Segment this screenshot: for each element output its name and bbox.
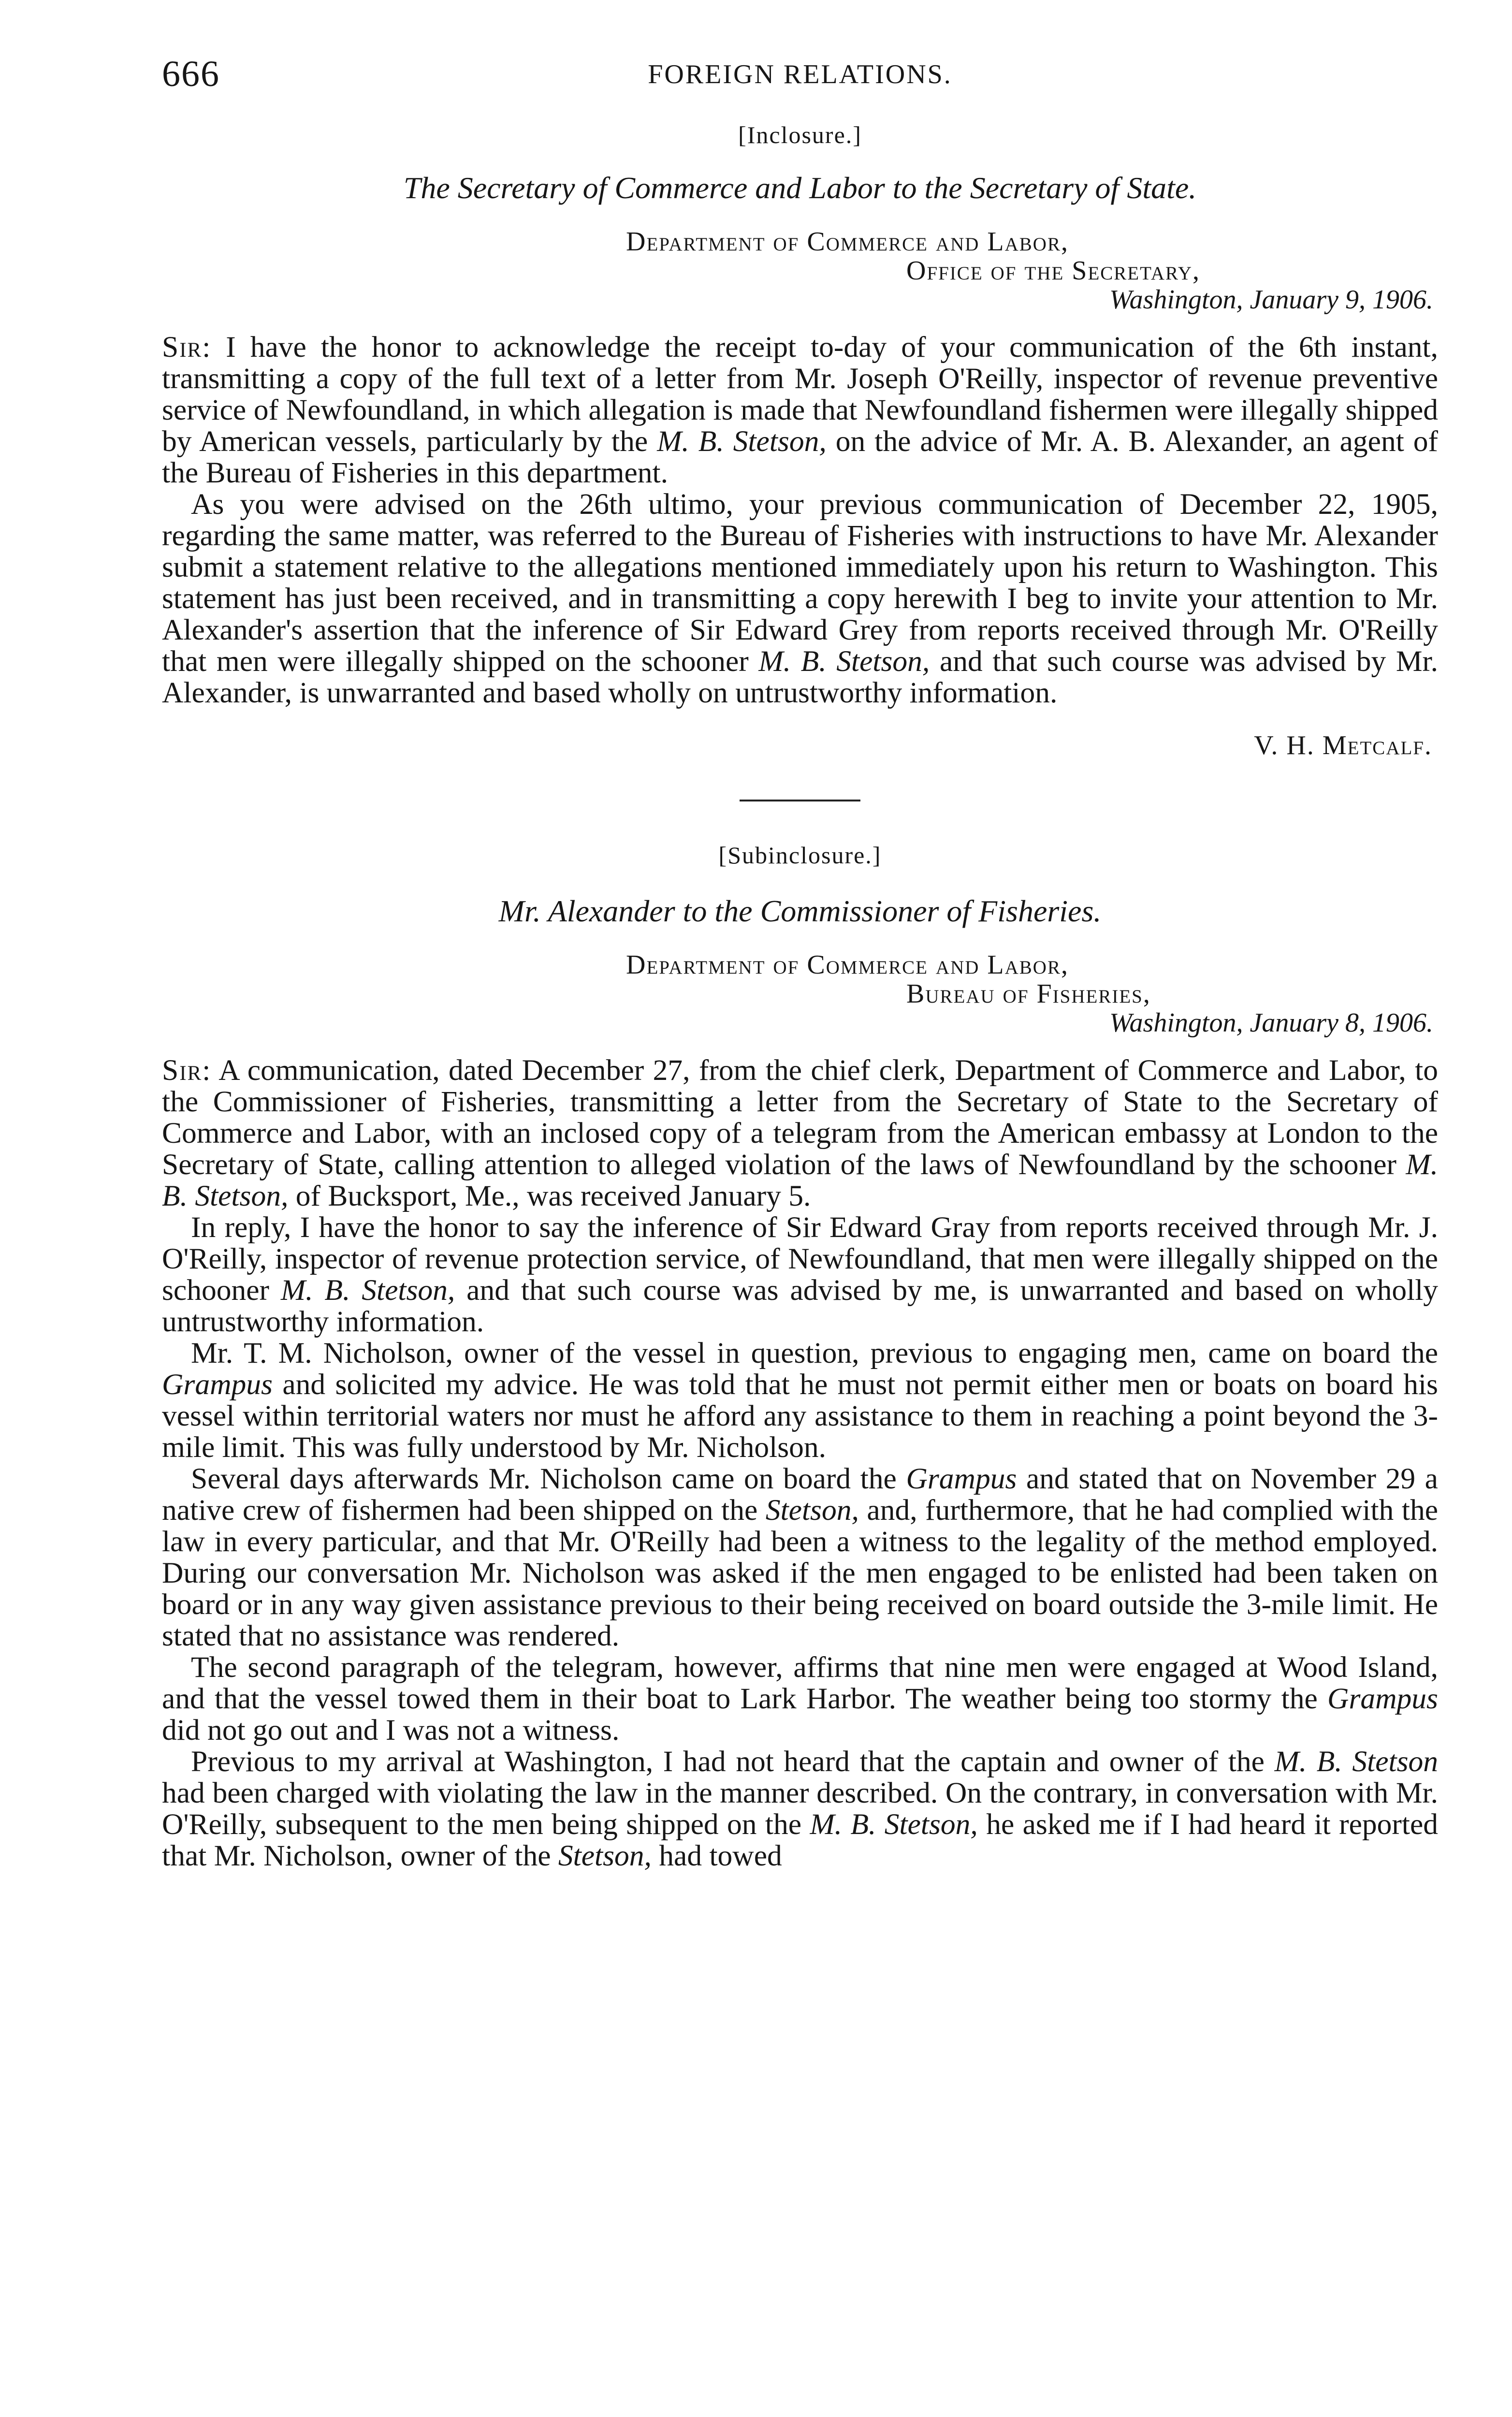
vessel-name: M. B. Stetson, [162, 1148, 1438, 1212]
letter-title: Mr. Alexander to the Commissioner of Fisheries. [498, 894, 1102, 928]
sender-office: Office of the Secretary, [906, 256, 1201, 286]
section-divider [740, 800, 860, 801]
vessel-name: Grampus [162, 1368, 273, 1401]
paragraph: Several days afterwards Mr. Nicholson came on board the Grampus and stated that on November 29 a native crew of fishermen had been shipped on the Stetson, and, furthermore, that he had complied with the law in every particular, and that Mr. O'Reilly had been a witness to the legality of the method employed. During our conversation Mr. Nicholson was asked if the men engaged to be enlisted had been taken on board or in any way given assistance previous to their being received on board outside the 3-mile limit. He stated that no assistance was rendered. [162, 1462, 1439, 1652]
letter-title: The Secretary of Commerce and Labor to the Secretary of State. [403, 171, 1197, 205]
signature: V. H. Metcalf. [1254, 730, 1432, 760]
vessel-name: M. B. Stetson [1274, 1745, 1439, 1778]
paragraph: Mr. T. M. Nicholson, owner of the vessel in question, previous to engaging men, came on board the Grampus and solicited my advice. He was told that he must not permit either men or boats on board his vessel within territorial waters nor must he afford any assistance to them in reaching a point beyond the 3-mile limit. This was fully understood by Mr. Nicholson. [162, 1337, 1438, 1464]
page-number: 666 [162, 54, 220, 94]
vessel-name: M. B. Stetson, [657, 425, 827, 458]
paragraph: In reply, I have the honor to say the inference of Sir Edward Gray from reports received through Mr. J. O'Reilly, inspector of revenue protection service, of Newfoundland, that men were illegally shipped on the schooner M. B. Stetson, and that such course was advised by me, is unwarranted and based on wholly untrustworthy information. [162, 1211, 1438, 1338]
paragraph: Sir: A communication, dated December 27, from the chief clerk, Department of Commerce and Labor, to the Commissioner of Fisheries, transmitting a letter from the Secretary of State to the Secretary of Commerce and Labor, with an inclosed copy of a telegram from the American embassy at London to the Secretary of State, calling attention to alleged violation of the laws of Newfoundland by the schooner M. B. Stetson, of Bucksport, Me., was received January 5. [162, 1054, 1438, 1212]
document-page [162, 53, 1438, 1872]
paragraph: The second paragraph of the telegram, however, affirms that nine men were engaged at Wood Island, and that the vessel towed them in their boat to Lark Harbor. The weather being too stormy the Grampus did not go out and I was not a witness. [162, 1651, 1438, 1747]
vessel-name: Stetson, [765, 1494, 859, 1527]
letter-body [162, 1055, 1438, 1872]
subinclosure-label: [Subinclosure.] [718, 842, 882, 869]
vessel-name: M. B. Stetson, [758, 645, 930, 678]
vessel-name: M. B. Stetson, [280, 1274, 455, 1307]
sender-department: Department of Commerce and Labor, [626, 950, 1069, 980]
vessel-name: Grampus [1327, 1682, 1438, 1715]
salutation: Sir: [162, 1054, 212, 1087]
vessel-name: Grampus [906, 1462, 1017, 1495]
sender-address [626, 950, 1438, 1037]
sender-address [626, 227, 1438, 314]
sender-department: Department of Commerce and Labor, [626, 227, 1069, 257]
vessel-name: Stetson, [558, 1839, 652, 1872]
vessel-name: M. B. Stetson, [810, 1808, 978, 1841]
letter-date: Washington, January 8, 1906. [1109, 1008, 1433, 1038]
paragraph: Previous to my arrival at Washington, I had not heard that the captain and owner of the M. B. Stetson had been charged with violating the law in the manner described. On the contrary, in conversation with Mr. O'Reilly, subsequent to the men being shipped on the M. B. Stetson, he asked me if I had heard it reported that Mr. Nicholson, owner of the Stetson, had towed [162, 1745, 1439, 1872]
paragraph: Sir: I have the honor to acknowledge the receipt to-day of your communication of the 6th instant, transmitting a copy of the full text of a letter from Mr. Joseph O'Reilly, inspector of revenue preventive service of Newfoundland, in which allegation is made that Newfoundland fishermen were illegally shipped by American vessels, particularly by the M. B. Stetson, on the advice of Mr. A. B. Alexander, an agent of the Bureau of Fisheries in this department. [162, 331, 1439, 489]
inclosure-label: [Inclosure.] [738, 121, 862, 148]
letter-date: Washington, January 9, 1906. [1109, 285, 1433, 315]
running-title: FOREIGN RELATIONS. [648, 59, 952, 89]
letter-body [162, 332, 1438, 709]
running-head [162, 53, 1438, 102]
paragraph: As you were advised on the 26th ultimo, your previous communication of December 22, 1905, regarding the same matter, was referred to the Bureau of Fisheries with instructions to have Mr. Alexander submit a statement relative to the allegations mentioned immediately upon his return to Washington. This statement has just been received, and in transmitting a copy herewith I beg to invite your attention to Mr. Alexander's assertion that the inference of Sir Edward Grey from reports received through Mr. O'Reilly that men were illegally shipped on the schooner M. B. Stetson, and that such course was advised by Mr. Alexander, is unwarranted and based wholly on untrustworthy information. [162, 488, 1439, 709]
salutation: Sir: [162, 331, 212, 364]
sender-bureau: Bureau of Fisheries, [906, 979, 1151, 1009]
